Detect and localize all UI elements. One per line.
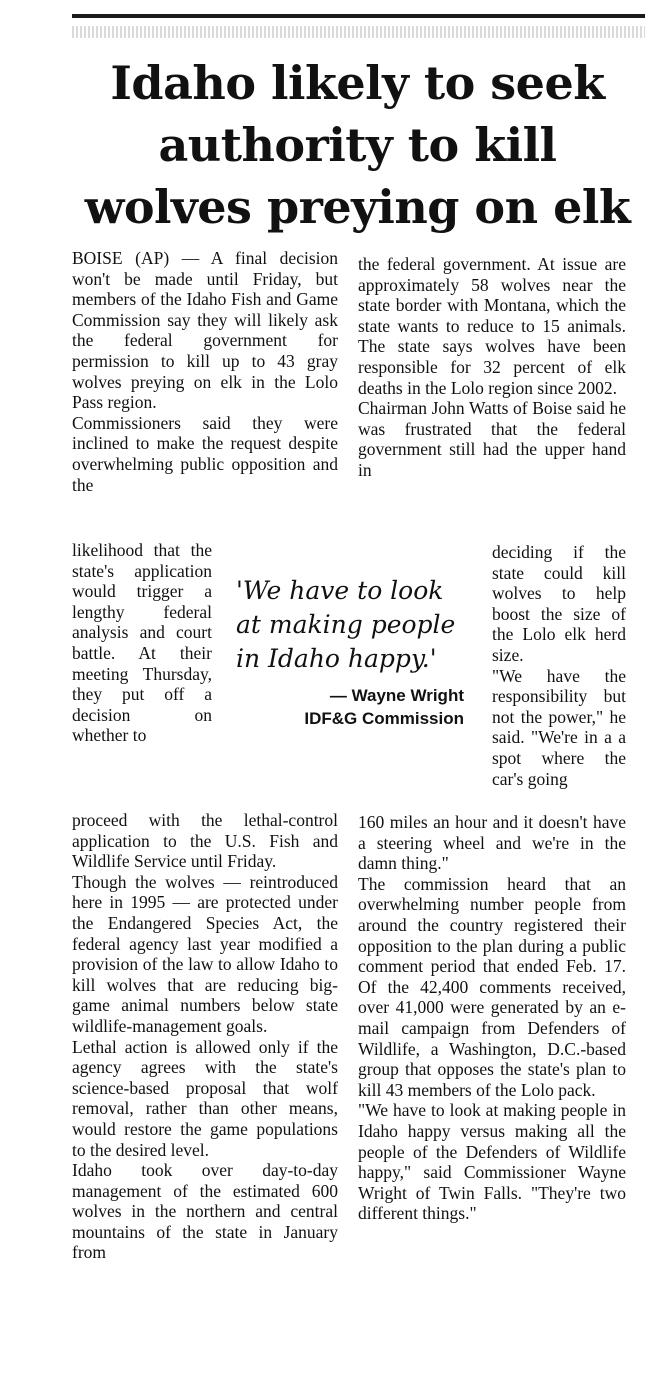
pull-quote-organization: IDF&G Commission [304, 709, 464, 728]
pull-quote [236, 574, 464, 730]
article-column-right-top: the federal government. At issue are approximately 58 wolves near the state border with Montana, which the state wants to reduce to 15 animals. The state says wolves have been responsible for 32 percent of elk deaths in the Lolo region since 2002. Chairman John Watts of Boise said he was frustrated that the federal government still had the upper hand in [358, 254, 626, 480]
pull-quote-author: — Wayne Wright [329, 686, 464, 705]
pull-quote-text: 'We have to look at making people in Idaho happy.' [236, 576, 456, 673]
article-column-right-bottom: 160 miles an hour and it doesn't have a steering wheel and we're in the damn thing." The commission heard that an overwhelming number people from around the country registered their opposition to the plan during a public comment period that ended Feb. 17. Of the 42,400 comments received, over 41,000 were generated by an e-mail campaign from Defenders of Wildlife, a Washington, D.C.-based group that opposes the state's plan to kill 43 members of the Lolo pack. "We have to look at making people in Idaho happy versus making all the people of the Defenders of Wildlife happy," said Commissioner Wayne Wright of Twin Falls. "They're two different things." [358, 812, 626, 1224]
top-rule [72, 14, 645, 18]
article-column-left-top: BOISE (AP) — A final decision won't be made until Friday, but members of the Idaho Fish and Game Commission say they will likely ask the federal government for permission to kill up to 43 gray wolves preying on elk in the Lolo Pass region. Commissioners said they were inclined to make the request despite overwhelming public opposition and the [72, 248, 338, 495]
headline: Idaho likely to seek authority to kill wolves preying on elk [84, 56, 631, 234]
article-column-right-narrow: deciding if the state could kill wolves to help boost the size of the Lolo elk herd size. "We have the responsibility but not the power," he said. "We're in a a spot where the car's going [492, 542, 626, 789]
halftone-band [72, 26, 645, 38]
article-column-left-narrow: likelihood that the state's application would trigger a lengthy federal analysis and court battle. At their meeting Thursday, they put off a decision on whether to [72, 540, 212, 746]
article-column-left-bottom: proceed with the lethal-control application to the U.S. Fish and Wildlife Service until Friday. Though the wolves — reintroduced here in 1995 — are protected under the Endangered Species Act, the federal agency last year modified a provision of the law to allow Idaho to kill wolves that are reducing big-game animal numbers below state wildlife-management goals. Lethal action is allowed only if the agency agrees with the state's science-based proposal that wolf removal, rather than other means, would restore the game populations to the desired level. Idaho took over day-to-day management of the estimated 600 wolves in the northern and central mountains of the state in January from [72, 810, 338, 1263]
